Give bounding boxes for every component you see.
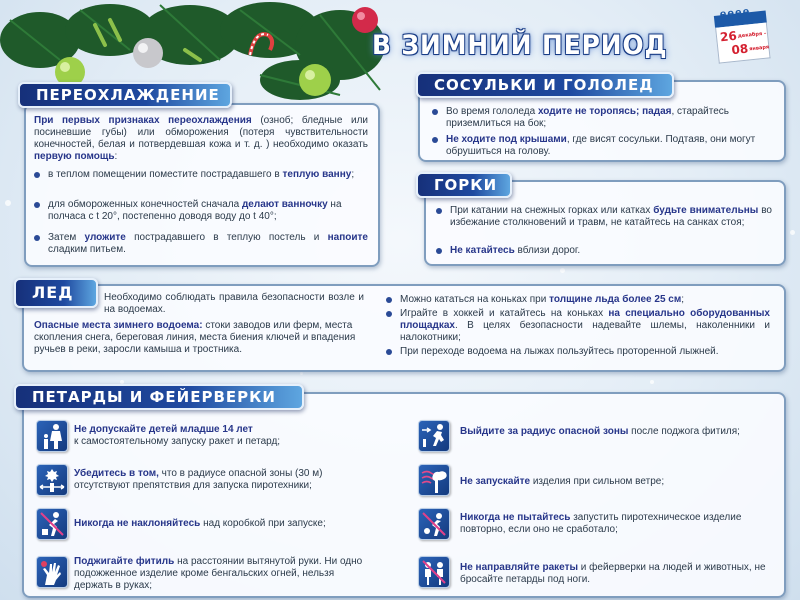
slides-item-2 (436, 245, 772, 257)
no-aim-people-icon (418, 556, 450, 588)
page-title: В ЗИМНИЙ ПЕРИОД (372, 30, 668, 61)
child-adult-icon (36, 420, 68, 452)
icicles-heading: СОСУЛЬКИ И ГОЛОЛЕД (416, 72, 674, 98)
calendar-icon (713, 2, 773, 67)
item-text: вблизи дорог. (514, 245, 581, 256)
item-emphasis: будьте внимательны (653, 205, 759, 216)
no-relaunch-icon (418, 508, 450, 540)
item-text: к самостоятельному запуску ракет и петард; (74, 436, 281, 447)
intro-text: (озноб; бледные или посиневшие губы) или обморожения (потеря чувствительности конечностей, белая и потвердевшая кожа и т. д. ) необходимо оказать (34, 115, 368, 150)
item-emphasis: Никогда не наклоняйтесь (74, 518, 201, 529)
end-day: 08 (730, 41, 749, 58)
icicles-item-2 (432, 134, 777, 158)
calendar-rings: ееее (718, 4, 751, 22)
snowflake (560, 268, 565, 273)
safe-radius-icon (36, 464, 68, 496)
wind-icon (418, 464, 450, 496)
item-text: и фейерверки на людей и животных, не бросайте петарды под ноги. (460, 562, 766, 585)
item-text: над коробкой при запуске; (200, 518, 326, 529)
item-emphasis: Не направляйте ракеты (460, 562, 579, 573)
item-text: на полчаса с t 20°, постепенно доводя воду до t 40°; (48, 199, 342, 222)
item-emphasis: Не ходите под крышами (446, 134, 567, 145)
item-text: после поджога фитиля; (628, 426, 740, 437)
item-text: для обмороженных конечностей сначала (48, 199, 242, 210)
hypothermia-item-2 (34, 199, 368, 223)
item-text: . В целях безопасности надевайте шлемы, наколенники и налокотники; (400, 320, 770, 343)
first-aid-emphasis: первую помощь (34, 151, 115, 162)
item-emphasis: Выйдите за радиус опасной зоны (460, 426, 629, 437)
slides-heading: ГОРКИ (416, 172, 512, 198)
ice-intro: Необходимо соблюдать правила безопасности возле и на водоемах. (104, 292, 364, 315)
hypothermia-intro (34, 115, 368, 163)
intro-end: : (114, 151, 118, 162)
item-text: Можно кататься на коньках при (400, 294, 550, 305)
icicles-item-1 (432, 106, 777, 130)
item-emphasis: Поджигайте фитиль (74, 556, 175, 567)
item-emphasis: Никогда не пытайтесь (460, 512, 571, 523)
item-text: запустить пиротехническое изделие повторно, если оно не сработало; (460, 512, 742, 535)
danger-heading: Опасные места зимнего водоема: (34, 320, 203, 331)
hypothermia-item-3 (34, 232, 368, 256)
item-text: на расстоянии вытянутой руки. Ни одно подожженное изделие кроме бенгальских огней, нельзя держать в руках; (74, 556, 363, 591)
ice-item-2 (386, 308, 770, 344)
item-emphasis: Не допускайте детей младше 14 лет (74, 424, 253, 435)
start-month: декабря – (737, 30, 767, 40)
item-text: изделия при сильном ветре; (530, 476, 665, 487)
item-text: что в радиусе опасной зоны (30 м) отсутствуют препятствия для запуска пиротехники; (74, 468, 323, 491)
item-text: Затем (48, 232, 85, 243)
snowflake (300, 372, 303, 375)
item-emphasis: толщине льда более 25 см (549, 294, 682, 305)
hand-fuse-icon (36, 556, 68, 588)
item-emphasis: теплую ванну (282, 169, 352, 180)
end-month: января (748, 43, 770, 52)
item-emphasis: делают ванночку (241, 199, 328, 210)
fireworks-left-item-2 (74, 468, 374, 492)
item-text: При катании на снежных горках или катках (450, 205, 654, 216)
item-emphasis: Не катайтесь (450, 245, 515, 256)
item-text: Играйте в хоккей и катайтесь на коньках (400, 308, 609, 319)
fireworks-right-item-4 (460, 562, 770, 586)
ice-heading: ЛЕД (14, 278, 98, 308)
fireworks-left-item-4 (74, 556, 374, 592)
item-text: во избежание столкновений и травм, не катайтесь на санках стоя; (450, 205, 772, 228)
fireworks-right-item-2 (460, 476, 770, 488)
item-text: сладким питьем. (48, 244, 126, 255)
item-text: При переходе водоема на лыжах пользуйтесь проторенной лыжней. (400, 346, 719, 357)
snowflake (5, 200, 11, 206)
item-text: пострадавшего в теплую постель и (125, 232, 328, 243)
item-emphasis: Убедитесь в том, (74, 468, 159, 479)
intro-emphasis: При первых признаках переохлаждения (34, 115, 252, 126)
item-text: , старайтесь приземлиться на бок; (446, 106, 730, 129)
danger-text: стоки заводов или ферм, места скопления снега, береговая линия, места биения ключей и впадения ручьев в реки, заросли камыша и тростника. (34, 320, 356, 355)
start-day: 26 (719, 28, 738, 45)
fireworks-left-item-3 (74, 518, 374, 530)
ice-item-1 (386, 294, 770, 306)
item-text: Во время гололеда (446, 106, 538, 117)
item-text: , где висят сосульки. Подтаяв, они могут обрушиться на голову. (446, 134, 756, 157)
item-emphasis: ходите не торопясь; падая (537, 106, 672, 117)
fireworks-left-item-1 (74, 424, 374, 448)
item-text: ; (351, 169, 355, 180)
item-text: ; (681, 294, 685, 305)
ice-item-3 (386, 346, 776, 358)
item-emphasis: на специально оборудованных площадках (400, 308, 770, 331)
slides-item-1 (436, 205, 772, 229)
fireworks-right-item-1 (460, 426, 770, 438)
item-emphasis: Не запускайте (460, 476, 531, 487)
fireworks-heading: ПЕТАРДЫ И ФЕЙЕРВЕРКИ (14, 384, 304, 410)
hypothermia-item-1 (34, 169, 368, 181)
item-text: в теплом помещении поместите пострадавшего в (48, 169, 283, 180)
no-leaning-icon (36, 508, 68, 540)
item-emphasis: уложите (84, 232, 126, 243)
snowflake (790, 230, 795, 235)
item-emphasis: напоите (327, 232, 368, 243)
hypothermia-heading: ПЕРЕОХЛАЖДЕНИЕ (18, 82, 232, 108)
fireworks-right-item-3 (460, 512, 770, 536)
run-away-icon (418, 420, 450, 452)
ice-danger-places (34, 320, 370, 356)
snowflake (650, 380, 654, 384)
